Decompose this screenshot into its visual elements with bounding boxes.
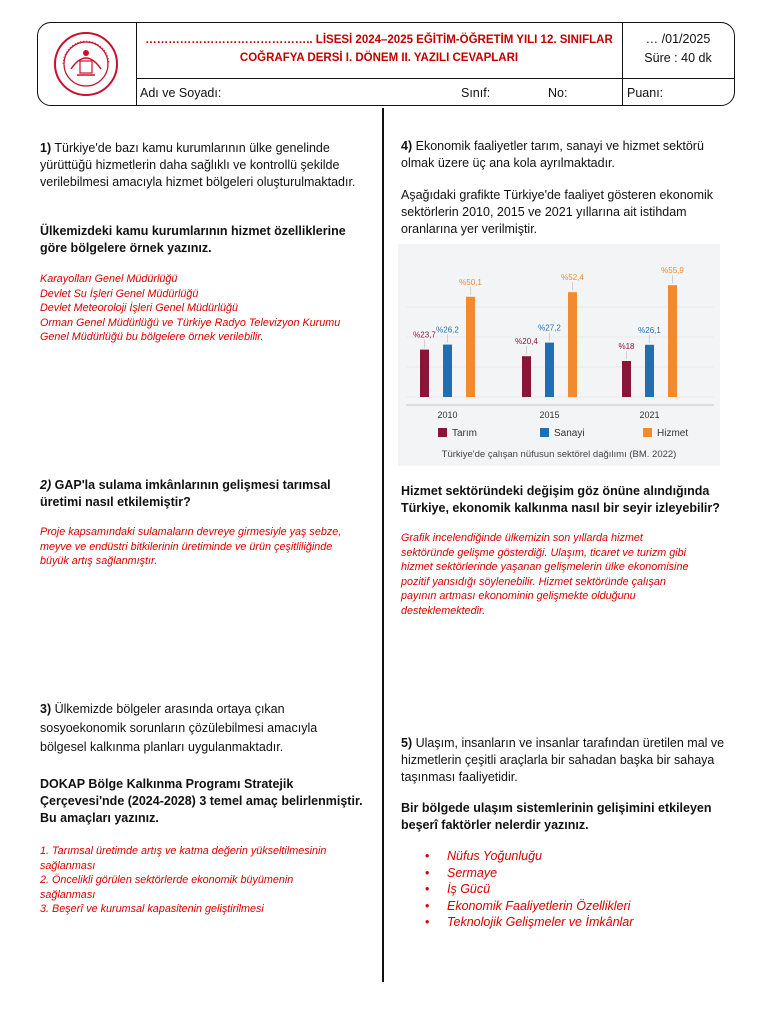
bullet-icon: • — [425, 915, 430, 929]
column-divider — [382, 108, 384, 982]
data-label-sanayi-2010: %26,2 — [436, 325, 459, 335]
q1-answer-line: Orman Genel Müdürlüğü ve Türkiye Radyo Televizyon Kurumu — [40, 316, 341, 329]
q4-question: Hizmet sektöründeki değişim göz önüne alındığında Türkiye, ekonomik kalkınma nasıl bir seyir izleyebilir? — [401, 484, 720, 515]
q3-answer-line: sağlanması — [40, 859, 96, 872]
q1-answer — [40, 272, 375, 345]
data-label-tarım-2010: %23,7 — [413, 330, 436, 340]
q1-question: Ülkemizdeki kamu kurumlarının hizmet özelliklerine göre bölgelere örnek yazınız. — [40, 224, 346, 255]
class-label: Sınıf: — [461, 86, 491, 100]
q3-answer-line: 3. Beşerî ve kurumsal kapasitenin geliştirilmesi — [40, 903, 264, 916]
q4-intro — [401, 138, 726, 172]
list-item-text: İş Gücü — [447, 882, 491, 896]
q5-intro-text: Ulaşım, insanların ve insanlar tarafından üretilen mal ve hizmetlerin çeşitli araçlarla bir sahadan başka bir sahaya taşınması faaliyetidir. — [401, 736, 725, 784]
bullet-icon: • — [425, 849, 430, 863]
legend-swatch-sanayi — [540, 428, 549, 437]
q5-intro — [401, 735, 731, 786]
data-label-sanayi-2015: %27,2 — [538, 323, 561, 333]
q3-answer — [40, 844, 375, 917]
q3-answer-line: sağlanması — [40, 888, 96, 901]
q3-question: DOKAP Bölge Kalkınma Programı Stratejik Çerçevesi'nde (2024-2028) 3 temel amaç belirlenmiştir. Bu amaçları yazınız. — [40, 777, 363, 825]
exam-title-line2: COĞRAFYA DERSİ I. DÖNEM II. YAZILI CEVAPLARI — [239, 52, 519, 64]
q1-answer-line: Karayolları Genel Müdürlüğü — [40, 273, 178, 285]
q4-answer-line: hizmet sektörlerinde yaşanan gelişmelerin ülke ekonomisine — [401, 561, 689, 574]
q2-question — [40, 477, 360, 511]
bar-sanayi-2021 — [645, 345, 654, 397]
exam-title-line1: …………………………………….. LİSESİ 2024–2025 EĞİTİM-ÖĞRETİM YILI 12. SINIFLAR — [145, 34, 613, 46]
q2-answer-line: meyve ve endüstri bitkilerinin üretiminde ve ürün çeşitliliğinde — [40, 540, 333, 553]
q5-number: 5) — [401, 736, 413, 750]
q3-intro — [40, 700, 360, 757]
q2-answer — [40, 525, 375, 569]
x-tick-label-2010: 2010 — [437, 410, 458, 420]
title-cell — [136, 23, 623, 79]
bar-hizmet-2021 — [668, 285, 677, 397]
data-label-hizmet-2021: %55,9 — [661, 266, 684, 276]
q5-question: Bir bölgede ulaşım sistemlerinin gelişimini etkileyen beşerî faktörler nelerdir yazınız. — [401, 801, 712, 832]
q4-intro-text: Ekonomik faaliyetler tarım, sanayi ve hizmet sektörü olmak üzere üç ana kola ayrılmaktadır. — [401, 139, 704, 170]
list-item-text: Sermaye — [447, 865, 498, 880]
bar-tarım-2015 — [522, 356, 531, 397]
bar-hizmet-2010 — [466, 297, 475, 397]
list-item — [425, 881, 633, 898]
q4-answer-line: payının artması ekonominin gelişmekte olduğunu — [401, 590, 636, 603]
q1-intro — [40, 140, 360, 191]
legend-label-hizmet: Hizmet — [657, 428, 689, 439]
list-item — [425, 865, 633, 882]
q4-answer-line: pozitif yansıdığı söylenebilir. Hizmet sektöründe çalışan — [401, 575, 666, 588]
q4-answer-line: desteklemektedir. — [401, 604, 486, 617]
q4-intro2: Aşağıdaki grafikte Türkiye'de faaliyet gösteren ekonomik sektörlerin 2010, 2015 ve 2021 yıllarına ait istihdam oranlarına yer verilmiştir. — [401, 188, 714, 236]
ministry-seal-icon — [53, 31, 119, 97]
q2-question-text: GAP'la sulama imkânlarının gelişmesi tarımsal üretimi nasıl etkilemiştir? — [40, 478, 331, 509]
date-cell — [622, 23, 734, 79]
list-item-text: Nüfus Yoğunluğu — [447, 849, 542, 863]
data-label-hizmet-2010: %50,1 — [459, 277, 482, 287]
bar-tarım-2021 — [622, 361, 631, 397]
student-info-row — [136, 78, 734, 105]
list-item-text: Teknolojik Gelişmeler ve İmkânlar — [447, 915, 634, 929]
list-item — [425, 848, 633, 865]
bar-sanayi-2015 — [545, 343, 554, 397]
q1-answer-line: Genel Müdürlüğü bu bölgelere örnek verilebilir. — [40, 331, 264, 344]
exam-date: … /01/2025 — [645, 32, 711, 46]
legend-label-tarım: Tarım — [452, 428, 477, 439]
q5-answer-list — [425, 848, 633, 931]
q4-answer — [401, 531, 731, 619]
legend-swatch-hizmet — [643, 428, 652, 437]
q4-answer-line: Grafik incelendiğinde ülkemizin son yıllarda hizmet — [401, 532, 643, 544]
list-item — [425, 914, 633, 931]
bar-sanayi-2010 — [443, 345, 452, 397]
data-label-tarım-2021: %18 — [618, 342, 635, 351]
bullet-icon: • — [425, 898, 430, 913]
exam-header — [37, 22, 735, 106]
data-label-sanayi-2021: %26,1 — [638, 325, 661, 335]
q2-number: 2) — [40, 478, 52, 492]
q4-number: 4) — [401, 139, 413, 153]
exam-duration: Süre : 40 dk — [644, 51, 712, 65]
q3-intro-text: Ülkemizde bölgeler arasında ortaya çıkan sosyoekonomik sorunların çözülebilmesi amacıyla bölgesel kalkınma planları uygulanmaktadır. — [40, 702, 318, 754]
q3-number: 3) — [40, 702, 52, 716]
q1-number: 1) — [40, 141, 52, 155]
q1-intro-text: Türkiye'de bazı kamu kurumlarının ülke genelinde yürüttüğü hizmetlerin daha sağlıklı ve kontrollü şekilde verilebilmesi amacıyla hizmet bölgeleri oluşturulmaktadır. — [40, 141, 356, 189]
score-cell — [622, 78, 735, 105]
logo-cell — [38, 23, 137, 105]
x-tick-label-2021: 2021 — [639, 410, 660, 420]
legend-label-sanayi: Sanayi — [554, 428, 585, 439]
bar-tarım-2010 — [420, 350, 429, 397]
q1-answer-line: Devlet Su İşleri Genel Müdürlüğü — [40, 287, 199, 300]
bullet-icon: • — [425, 882, 430, 896]
data-label-hizmet-2015: %52,4 — [561, 273, 584, 283]
employment-chart — [398, 244, 720, 466]
list-item-text: Ekonomik Faaliyetlerin Özellikleri — [447, 898, 631, 913]
q2-answer-line: büyük artış sağlanmıştır. — [40, 555, 158, 568]
name-label: Adı ve Soyadı: — [140, 86, 222, 100]
x-tick-label-2015: 2015 — [539, 410, 560, 420]
q2-answer-line: Proje kapsamındaki sulamaların devreye girmesiyle yaş sebze, — [40, 526, 342, 538]
score-label: Puanı: — [627, 86, 664, 100]
q1-answer-line: Devlet Meteoroloji İşleri Genel Müdürlüğü — [40, 302, 239, 315]
legend-swatch-tarım — [438, 428, 447, 437]
no-label: No: — [548, 86, 568, 100]
chart-caption: Türkiye'de çalışan nüfusun sektörel dağılımı (BM. 2022) — [441, 449, 677, 460]
q3-answer-line: 1. Tarımsal üretimde artış ve katma değerin yükseltilmesinin — [40, 845, 327, 857]
bar-hizmet-2015 — [568, 292, 577, 397]
data-label-tarım-2015: %20,4 — [515, 337, 538, 347]
bullet-icon: • — [425, 865, 430, 880]
q3-answer-line: 2. Öncelikli görülen sektörlerde ekonomik büyümenin — [40, 874, 294, 887]
list-item — [425, 898, 633, 915]
q4-answer-line: sektöründe gelişme gösterdiği. Ulaşım, ticaret ve turizm gibi — [401, 546, 687, 559]
